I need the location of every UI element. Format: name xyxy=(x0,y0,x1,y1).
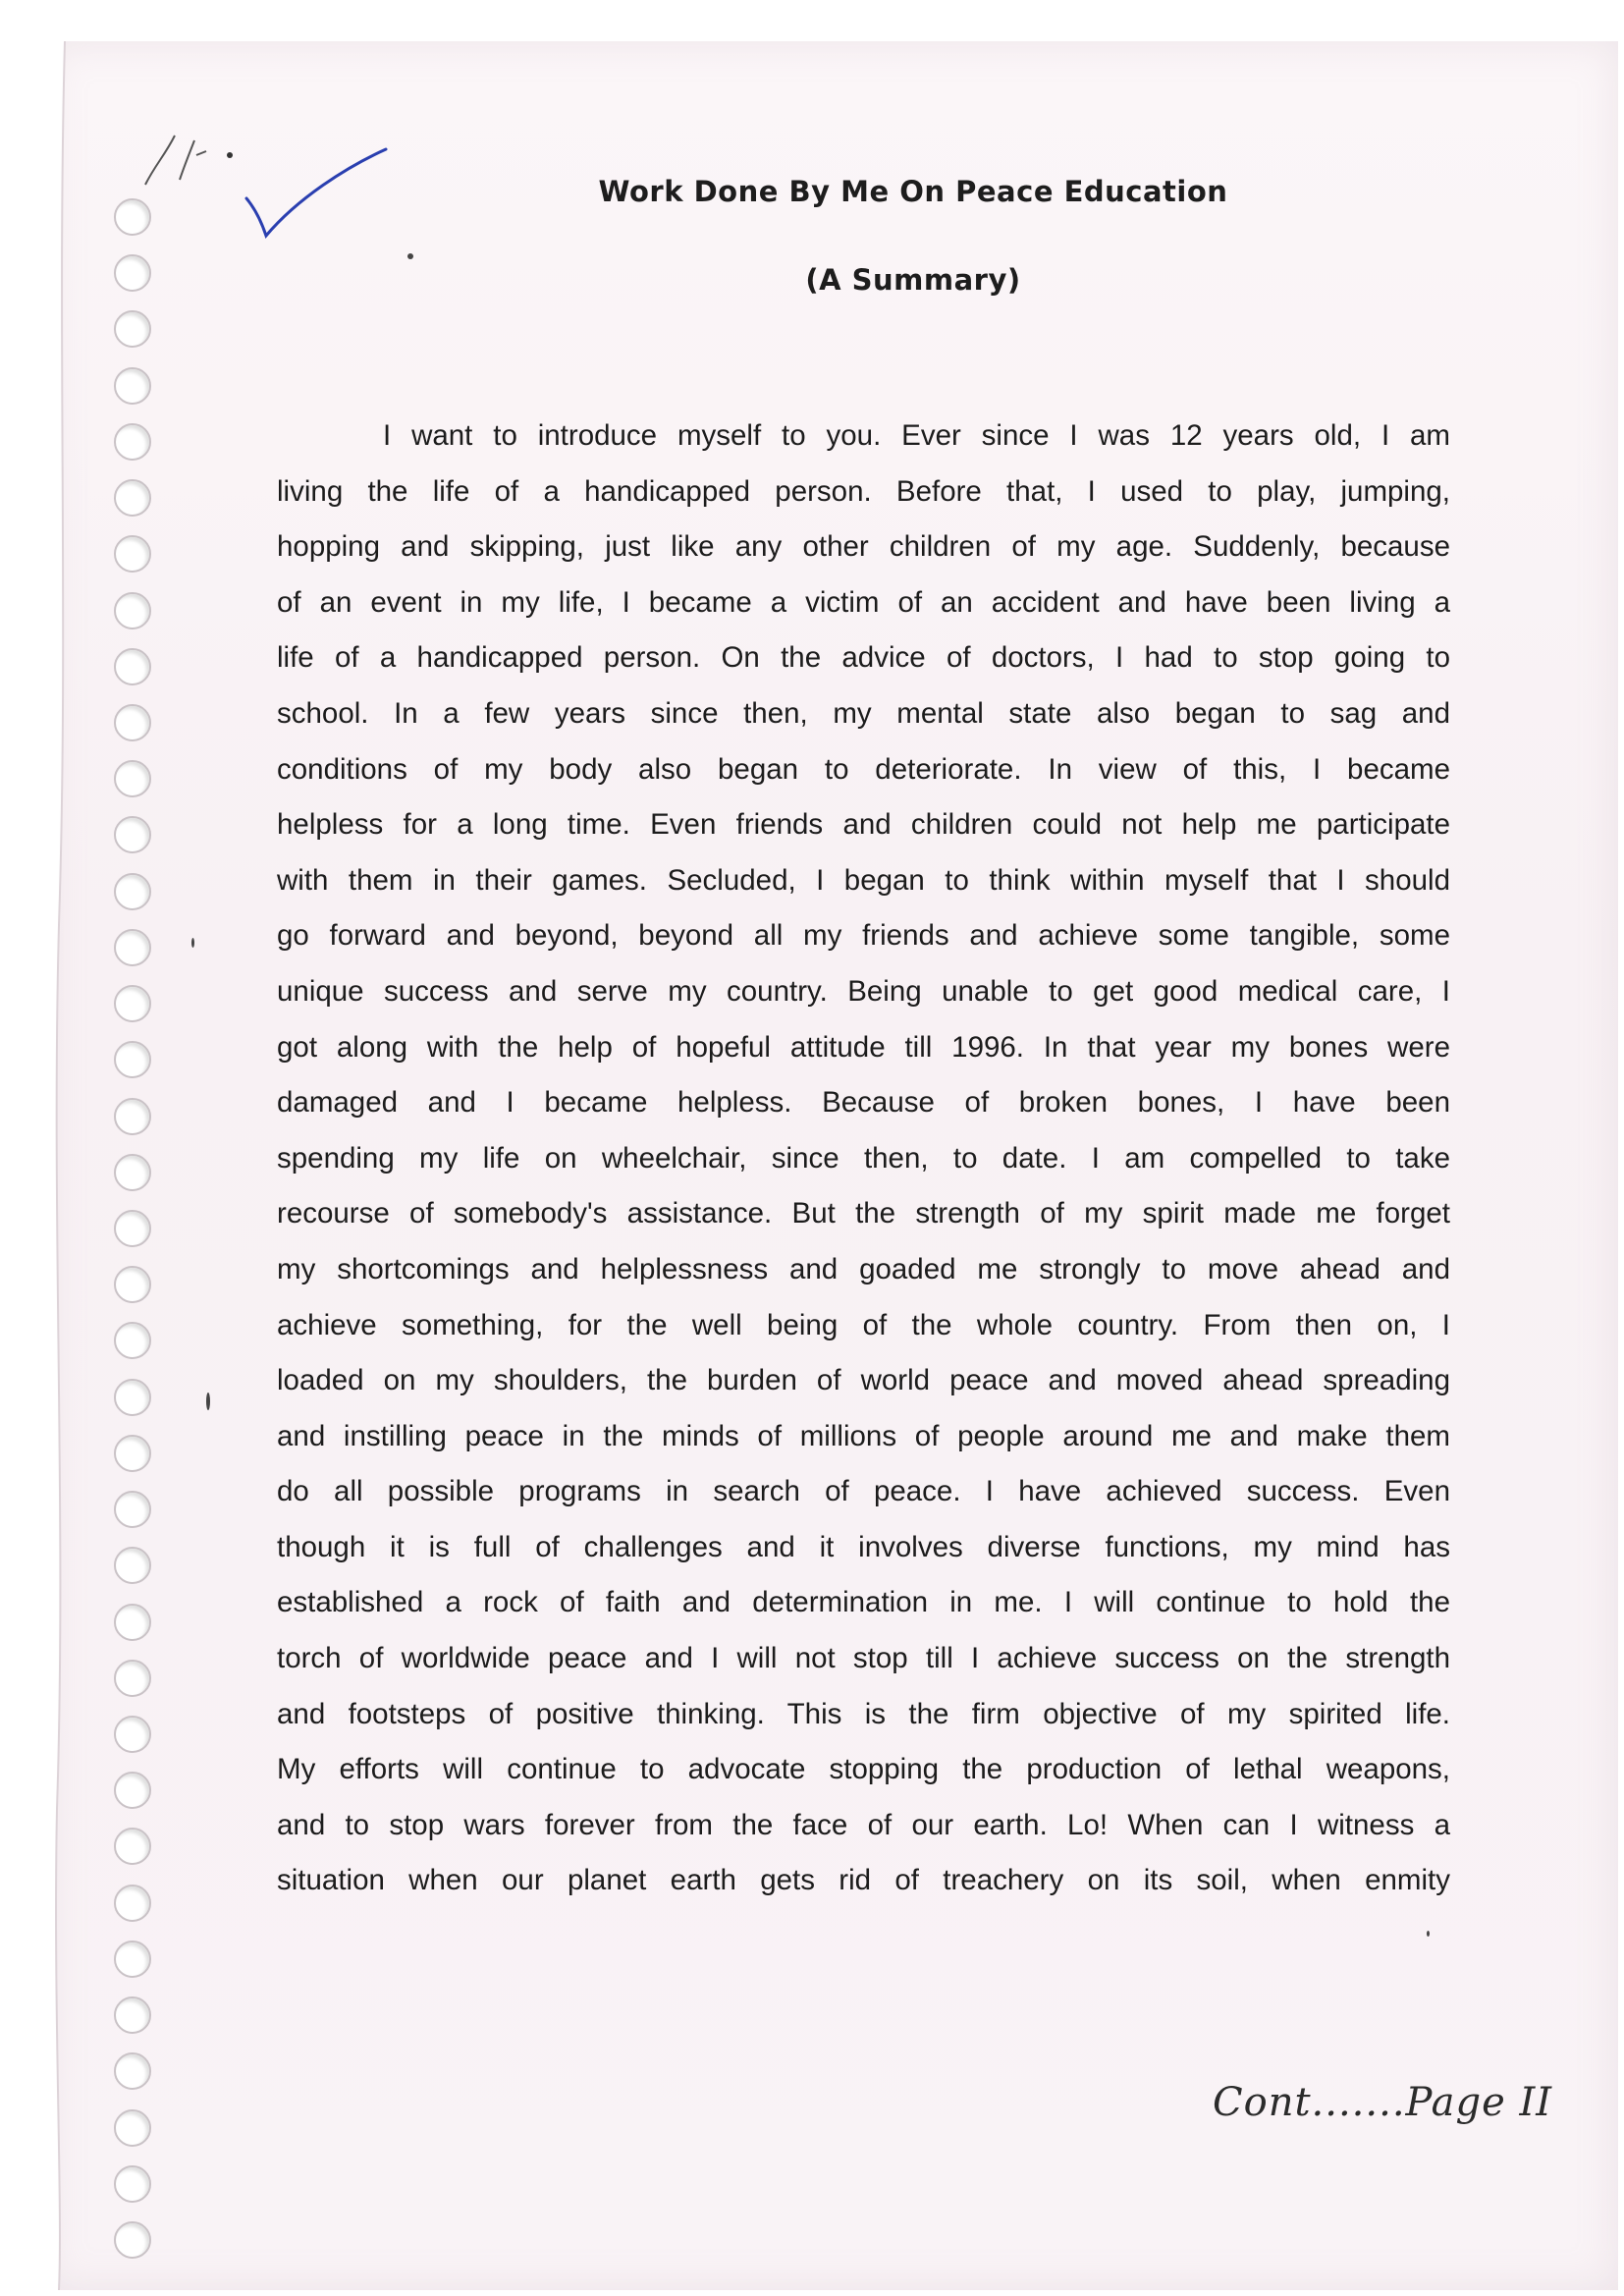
punch-hole-icon xyxy=(114,1098,151,1135)
document-subtitle: (A Summary) xyxy=(805,263,1021,297)
body-line: living the life of a handicapped person. Before that, I used to play, jumping, xyxy=(277,474,1450,508)
punch-hole-icon xyxy=(114,2052,151,2090)
punch-hole-icon xyxy=(114,1660,151,1697)
punch-hole-icon xyxy=(114,592,151,629)
check-mark-icon xyxy=(239,139,396,247)
body-line: I want to introduce myself to you. Ever since I was 12 years old, I am xyxy=(383,419,1450,452)
punch-hole-icon xyxy=(114,873,151,910)
punch-hole-icon xyxy=(114,1716,151,1753)
punch-hole-icon xyxy=(114,1547,151,1584)
punch-hole-icon xyxy=(114,1772,151,1809)
punch-hole-icon xyxy=(114,254,151,292)
punch-hole-icon xyxy=(114,479,151,517)
punch-hole-icon xyxy=(114,1322,151,1359)
punch-hole-icon xyxy=(114,1154,151,1191)
body-line: My efforts will continue to advocate stopping the production of lethal weapons, xyxy=(277,1753,1450,1786)
body-line: recourse of somebody's assistance. But the strength of my spirit made me forget xyxy=(277,1197,1450,1230)
body-line: loaded on my shoulders, the burden of world peace and moved ahead spreading xyxy=(277,1364,1450,1397)
body-line: though it is full of challenges and it involves diverse functions, my mind has xyxy=(277,1530,1450,1563)
ink-speck xyxy=(206,1393,210,1410)
body-paragraph xyxy=(277,409,1450,1909)
punch-hole-icon xyxy=(114,1041,151,1078)
body-line: spending my life on wheelchair, since then, to date. I am compelled to take xyxy=(277,1141,1450,1175)
punch-hole-icon xyxy=(114,367,151,405)
punch-hole-icon xyxy=(114,1996,151,2034)
punch-hole-icon xyxy=(114,816,151,853)
punch-hole-icon xyxy=(114,1828,151,1865)
punch-hole-icon xyxy=(114,198,151,236)
punch-hole-icon xyxy=(114,760,151,797)
punch-hole-icon xyxy=(114,310,151,348)
punch-hole-icon xyxy=(114,1491,151,1528)
body-line: and instilling peace in the minds of millions of people around me and make them xyxy=(277,1419,1450,1452)
ink-speck xyxy=(191,938,194,948)
punch-hole-icon xyxy=(114,1266,151,1303)
body-line: got along with the help of hopeful attitude till 1996. In that year my bones were xyxy=(277,1030,1450,1064)
body-line: life of a handicapped person. On the advice of doctors, I had to stop going to xyxy=(277,641,1450,675)
body-line: with them in their games. Secluded, I began to think within myself that I should xyxy=(277,863,1450,897)
binder-holes xyxy=(104,198,163,2270)
body-line: conditions of my body also began to deteriorate. In view of this, I became xyxy=(277,752,1450,786)
body-line: of an event in my life, I became a victim of an accident and have been living a xyxy=(277,585,1450,619)
ink-speck xyxy=(407,253,413,259)
document-title: Work Done By Me On Peace Education xyxy=(598,175,1228,208)
punch-hole-icon xyxy=(114,648,151,685)
body-line: damaged and I became helpless. Because of broken bones, I have been xyxy=(277,1086,1450,1120)
punch-hole-icon xyxy=(114,2165,151,2203)
punch-hole-icon xyxy=(114,2221,151,2259)
punch-hole-icon xyxy=(114,423,151,461)
body-line: my shortcomings and helplessness and goaded me strongly to move ahead and xyxy=(277,1252,1450,1285)
body-line: and footsteps of positive thinking. This is the firm objective of my spirited life. xyxy=(277,1697,1450,1730)
continuation-note: Cont.......Page II xyxy=(1213,2080,1553,2125)
punch-hole-icon xyxy=(114,1435,151,1472)
pencil-scribble xyxy=(135,126,244,194)
body-line: unique success and serve my country. Being unable to get good medical care, I xyxy=(277,974,1450,1008)
body-line: established a rock of faith and determination in me. I will continue to hold the xyxy=(277,1586,1450,1619)
punch-hole-icon xyxy=(114,1941,151,1978)
body-line: and to stop wars forever from the face of our earth. Lo! When can I witness a xyxy=(277,1808,1450,1841)
punch-hole-icon xyxy=(114,1604,151,1641)
body-line: school. In a few years since then, my mental state also began to sag and xyxy=(277,696,1450,730)
punch-hole-icon xyxy=(114,929,151,966)
body-line: torch of worldwide peace and I will not stop till I achieve success on the strength xyxy=(277,1642,1450,1675)
punch-hole-icon xyxy=(114,1885,151,1922)
punch-hole-icon xyxy=(114,1379,151,1416)
body-line: hopping and skipping, just like any other children of my age. Suddenly, because xyxy=(277,530,1450,564)
punch-hole-icon xyxy=(114,704,151,741)
body-line: do all possible programs in search of peace. I have achieved success. Even xyxy=(277,1475,1450,1508)
punch-hole-icon xyxy=(114,535,151,573)
body-line: achieve something, for the well being of the whole country. From then on, I xyxy=(277,1308,1450,1341)
body-line: situation when our planet earth gets rid of treachery on its soil, when enmity xyxy=(277,1864,1450,1897)
punch-hole-icon xyxy=(114,2109,151,2147)
body-line: helpless for a long time. Even friends and children could not help me participate xyxy=(277,808,1450,842)
punch-hole-icon xyxy=(114,985,151,1022)
punch-hole-icon xyxy=(114,1210,151,1247)
ink-speck xyxy=(1427,1931,1430,1937)
body-line: go forward and beyond, beyond all my friends and achieve some tangible, some xyxy=(277,919,1450,953)
